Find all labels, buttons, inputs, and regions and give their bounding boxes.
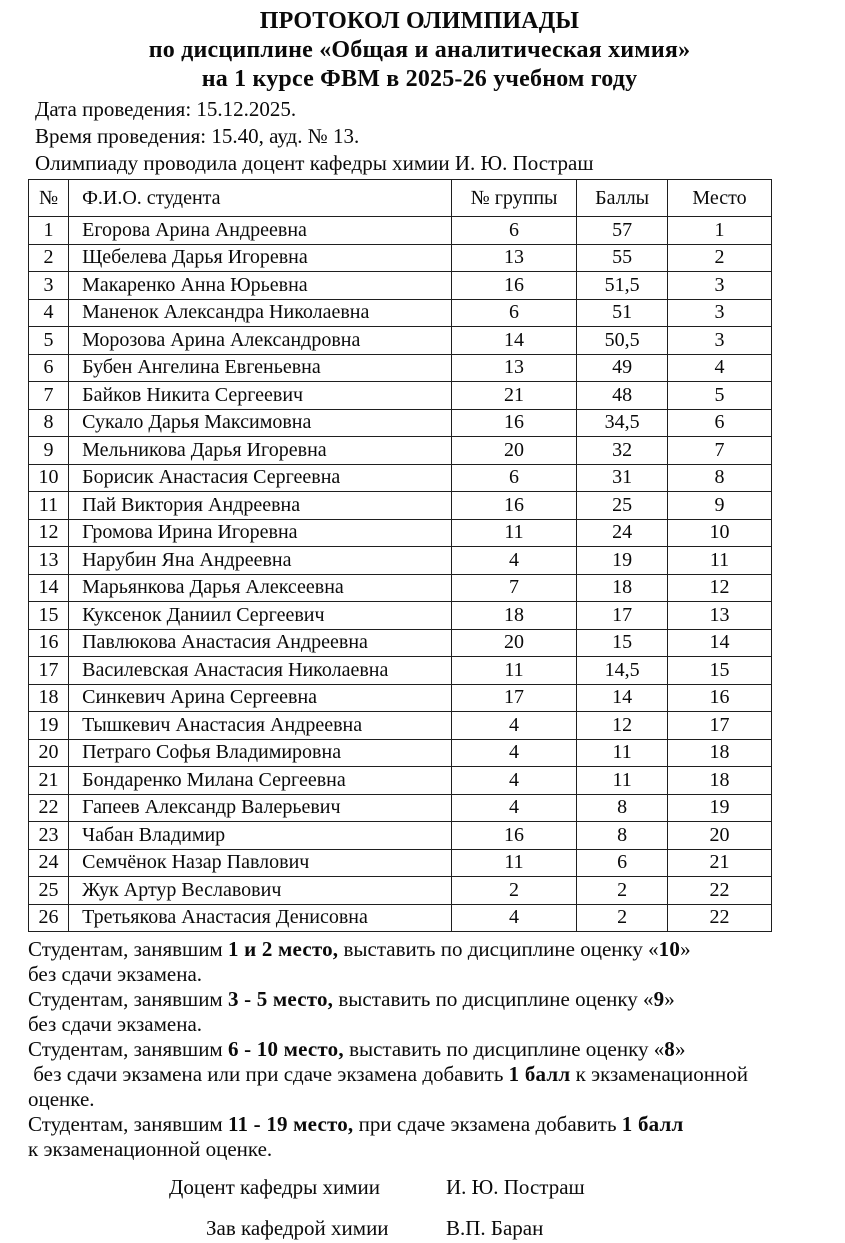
signature-block xyxy=(28,1175,811,1243)
cell-place: 20 xyxy=(667,822,771,850)
results-table xyxy=(28,179,772,932)
note-text: » xyxy=(680,937,691,961)
cell-group: 4 xyxy=(451,904,577,932)
cell-number: 26 xyxy=(29,904,69,932)
note-text-bold: 8 xyxy=(664,1037,675,1061)
cell-place: 21 xyxy=(667,849,771,877)
note-line-4 xyxy=(28,1012,811,1037)
cell-number: 23 xyxy=(29,822,69,850)
cell-place: 18 xyxy=(667,767,771,795)
cell-number: 8 xyxy=(29,409,69,437)
table-row xyxy=(29,877,772,905)
cell-number: 24 xyxy=(29,849,69,877)
note-line-3 xyxy=(28,987,811,1012)
title-line-3: на 1 курсе ФВМ в 2025-26 учебном году xyxy=(201,66,638,92)
signature-row-docent xyxy=(28,1175,811,1202)
cell-student-name: Бубен Ангелина Евгеньевна xyxy=(69,354,452,382)
cell-group: 13 xyxy=(451,244,577,272)
cell-student-name: Нарубин Яна Андреевна xyxy=(69,547,452,575)
table-row xyxy=(29,657,772,685)
cell-group: 7 xyxy=(451,574,577,602)
cell-score: 14 xyxy=(577,684,668,712)
cell-group: 16 xyxy=(451,272,577,300)
note-text: оценке. xyxy=(28,1087,95,1111)
cell-student-name: Третьякова Анастасия Денисовна xyxy=(69,904,452,932)
cell-number: 18 xyxy=(29,684,69,712)
cell-number: 3 xyxy=(29,272,69,300)
column-header-group: № группы xyxy=(451,180,577,217)
cell-score: 8 xyxy=(577,822,668,850)
note-text: выставить по дисциплине оценку « xyxy=(333,987,654,1011)
cell-score: 57 xyxy=(577,217,668,245)
cell-score: 51 xyxy=(577,299,668,327)
cell-place: 22 xyxy=(667,877,771,905)
cell-group: 4 xyxy=(451,794,577,822)
signature-role: Доцент кафедры химии xyxy=(169,1175,380,1199)
cell-student-name: Куксенок Даниил Сергеевич xyxy=(69,602,452,630)
cell-group: 20 xyxy=(451,437,577,465)
note-line-9 xyxy=(28,1137,811,1162)
cell-group: 18 xyxy=(451,602,577,630)
cell-place: 22 xyxy=(667,904,771,932)
cell-group: 6 xyxy=(451,299,577,327)
cell-place: 2 xyxy=(667,244,771,272)
cell-score: 32 xyxy=(577,437,668,465)
cell-number: 13 xyxy=(29,547,69,575)
cell-number: 1 xyxy=(29,217,69,245)
table-row xyxy=(29,849,772,877)
cell-place: 7 xyxy=(667,437,771,465)
cell-place: 13 xyxy=(667,602,771,630)
title-line-1: ПРОТОКОЛ ОЛИМПИАДЫ xyxy=(259,8,580,34)
cell-place: 6 xyxy=(667,409,771,437)
cell-place: 8 xyxy=(667,464,771,492)
cell-student-name: Чабан Владимир xyxy=(69,822,452,850)
cell-score: 55 xyxy=(577,244,668,272)
cell-score: 8 xyxy=(577,794,668,822)
cell-student-name: Бондаренко Милана Сергеевна xyxy=(69,767,452,795)
cell-score: 12 xyxy=(577,712,668,740)
note-text-bold: 1 балл xyxy=(621,1112,684,1136)
cell-number: 10 xyxy=(29,464,69,492)
cell-place: 5 xyxy=(667,382,771,410)
cell-student-name: Петраго Софья Владимировна xyxy=(69,739,452,767)
cell-student-name: Жук Артур Веславович xyxy=(69,877,452,905)
cell-number: 12 xyxy=(29,519,69,547)
cell-score: 17 xyxy=(577,602,668,630)
cell-number: 25 xyxy=(29,877,69,905)
cell-group: 4 xyxy=(451,739,577,767)
cell-number: 4 xyxy=(29,299,69,327)
table-row xyxy=(29,217,772,245)
cell-place: 19 xyxy=(667,794,771,822)
cell-group: 16 xyxy=(451,822,577,850)
cell-place: 10 xyxy=(667,519,771,547)
cell-student-name: Маненок Александра Николаевна xyxy=(69,299,452,327)
cell-group: 4 xyxy=(451,712,577,740)
column-header-score: Баллы xyxy=(577,180,668,217)
cell-score: 31 xyxy=(577,464,668,492)
table-row xyxy=(29,547,772,575)
title-line-2: по дисциплине «Общая и аналитическая химия» xyxy=(148,37,691,63)
cell-score: 2 xyxy=(577,904,668,932)
cell-group: 6 xyxy=(451,464,577,492)
title-block xyxy=(28,7,811,94)
column-header-place: Место xyxy=(667,180,771,217)
cell-place: 12 xyxy=(667,574,771,602)
cell-student-name: Синкевич Арина Сергеевна xyxy=(69,684,452,712)
cell-place: 15 xyxy=(667,657,771,685)
cell-student-name: Макаренко Анна Юрьевна xyxy=(69,272,452,300)
table-row xyxy=(29,272,772,300)
cell-group: 4 xyxy=(451,547,577,575)
table-row xyxy=(29,244,772,272)
note-text: без сдачи экзамена или при сдаче экзамена добавить xyxy=(28,1062,509,1086)
cell-place: 17 xyxy=(667,712,771,740)
note-text: Студентам, занявшим xyxy=(28,1112,228,1136)
cell-group: 13 xyxy=(451,354,577,382)
note-text: » xyxy=(664,987,675,1011)
note-text: без сдачи экзамена. xyxy=(28,962,203,986)
cell-number: 5 xyxy=(29,327,69,355)
cell-student-name: Павлюкова Анастасия Андреевна xyxy=(69,629,452,657)
grading-notes xyxy=(28,937,811,1162)
cell-place: 14 xyxy=(667,629,771,657)
signature-role: Зав кафедрой химии xyxy=(206,1216,389,1240)
cell-place: 18 xyxy=(667,739,771,767)
cell-number: 22 xyxy=(29,794,69,822)
table-row xyxy=(29,739,772,767)
cell-score: 50,5 xyxy=(577,327,668,355)
note-text: Студентам, занявшим xyxy=(28,1037,228,1061)
cell-student-name: Марьянкова Дарья Алексеевна xyxy=(69,574,452,602)
cell-number: 9 xyxy=(29,437,69,465)
table-row xyxy=(29,574,772,602)
info-block xyxy=(28,96,811,177)
cell-student-name: Мельникова Дарья Игоревна xyxy=(69,437,452,465)
cell-student-name: Громова Ирина Игоревна xyxy=(69,519,452,547)
cell-student-name: Егорова Арина Андреевна xyxy=(69,217,452,245)
cell-student-name: Байков Никита Сергеевич xyxy=(69,382,452,410)
table-row xyxy=(29,354,772,382)
cell-score: 14,5 xyxy=(577,657,668,685)
cell-place: 4 xyxy=(667,354,771,382)
note-text: выставить по дисциплине оценку « xyxy=(338,937,659,961)
signature-name: В.П. Баран xyxy=(446,1216,544,1240)
table-row xyxy=(29,822,772,850)
note-line-5 xyxy=(28,1037,811,1062)
info-line-1: Дата проведения: 15.12.2025. xyxy=(35,97,297,121)
cell-number: 19 xyxy=(29,712,69,740)
cell-group: 20 xyxy=(451,629,577,657)
note-line-7 xyxy=(28,1087,811,1112)
signature-name: И. Ю. Постраш xyxy=(446,1175,585,1199)
cell-place: 16 xyxy=(667,684,771,712)
cell-student-name: Семчёнок Назар Павлович xyxy=(69,849,452,877)
cell-student-name: Сукало Дарья Максимовна xyxy=(69,409,452,437)
column-header-number: № xyxy=(29,180,69,217)
table-row xyxy=(29,684,772,712)
cell-group: 21 xyxy=(451,382,577,410)
cell-group: 11 xyxy=(451,657,577,685)
note-text-bold: 6 - 10 место, xyxy=(227,1037,344,1061)
table-row xyxy=(29,629,772,657)
cell-score: 6 xyxy=(577,849,668,877)
signature-row-head xyxy=(28,1216,811,1243)
table-row xyxy=(29,519,772,547)
cell-group: 17 xyxy=(451,684,577,712)
cell-number: 7 xyxy=(29,382,69,410)
note-line-2 xyxy=(28,962,811,987)
info-line-2: Время проведения: 15.40, ауд. № 13. xyxy=(35,124,360,148)
cell-group: 14 xyxy=(451,327,577,355)
cell-place: 3 xyxy=(667,299,771,327)
note-text-bold: 3 - 5 место, xyxy=(227,987,334,1011)
cell-score: 18 xyxy=(577,574,668,602)
cell-score: 15 xyxy=(577,629,668,657)
cell-group: 4 xyxy=(451,767,577,795)
note-text-bold: 10 xyxy=(658,937,681,961)
note-text-bold: 1 и 2 место, xyxy=(227,937,339,961)
note-text: без сдачи экзамена. xyxy=(28,1012,203,1036)
cell-number: 21 xyxy=(29,767,69,795)
cell-score: 24 xyxy=(577,519,668,547)
cell-number: 6 xyxy=(29,354,69,382)
cell-score: 34,5 xyxy=(577,409,668,437)
cell-number: 15 xyxy=(29,602,69,630)
note-text: Студентам, занявшим xyxy=(28,937,228,961)
note-line-8 xyxy=(28,1112,811,1137)
cell-group: 11 xyxy=(451,849,577,877)
cell-score: 48 xyxy=(577,382,668,410)
cell-student-name: Борисик Анастасия Сергеевна xyxy=(69,464,452,492)
table-row xyxy=(29,904,772,932)
note-text: к экзаменационной xyxy=(570,1062,748,1086)
cell-group: 16 xyxy=(451,409,577,437)
table-row xyxy=(29,437,772,465)
cell-place: 1 xyxy=(667,217,771,245)
cell-score: 49 xyxy=(577,354,668,382)
table-row xyxy=(29,382,772,410)
cell-score: 2 xyxy=(577,877,668,905)
table-row xyxy=(29,794,772,822)
cell-group: 6 xyxy=(451,217,577,245)
cell-group: 16 xyxy=(451,492,577,520)
table-row xyxy=(29,767,772,795)
table-row xyxy=(29,409,772,437)
cell-place: 11 xyxy=(667,547,771,575)
info-line-3: Олимпиаду проводила доцент кафедры химии И. Ю. Постраш xyxy=(35,151,594,175)
note-text: » xyxy=(674,1037,686,1061)
note-text-bold: 9 xyxy=(653,987,665,1011)
cell-student-name: Щебелева Дарья Игоревна xyxy=(69,244,452,272)
table-row xyxy=(29,602,772,630)
table-row xyxy=(29,299,772,327)
cell-score: 51,5 xyxy=(577,272,668,300)
cell-score: 19 xyxy=(577,547,668,575)
cell-student-name: Тышкевич Анастасия Андреевна xyxy=(69,712,452,740)
cell-student-name: Василевская Анастасия Николаевна xyxy=(69,657,452,685)
cell-place: 3 xyxy=(667,327,771,355)
table-row xyxy=(29,712,772,740)
cell-number: 20 xyxy=(29,739,69,767)
cell-score: 25 xyxy=(577,492,668,520)
note-text: Студентам, занявшим xyxy=(28,987,228,1011)
column-header-name: Ф.И.О. студента xyxy=(69,180,452,217)
cell-number: 11 xyxy=(29,492,69,520)
cell-group: 11 xyxy=(451,519,577,547)
cell-student-name: Морозова Арина Александровна xyxy=(69,327,452,355)
note-text: при сдаче экзамена добавить xyxy=(353,1112,622,1136)
cell-place: 9 xyxy=(667,492,771,520)
cell-number: 17 xyxy=(29,657,69,685)
table-row xyxy=(29,464,772,492)
note-line-6 xyxy=(28,1062,811,1087)
note-line-1 xyxy=(28,937,811,962)
note-text: к экзаменационной оценке. xyxy=(28,1137,273,1161)
table-row xyxy=(29,492,772,520)
cell-number: 2 xyxy=(29,244,69,272)
table-row xyxy=(29,327,772,355)
cell-group: 2 xyxy=(451,877,577,905)
cell-student-name: Пай Виктория Андреевна xyxy=(69,492,452,520)
note-text-bold: 11 - 19 место, xyxy=(227,1112,354,1136)
cell-number: 16 xyxy=(29,629,69,657)
note-text-bold: 1 балл xyxy=(508,1062,571,1086)
note-text: выставить по дисциплине оценку « xyxy=(343,1037,665,1061)
cell-score: 11 xyxy=(577,767,668,795)
table-header-row xyxy=(29,180,772,217)
cell-score: 11 xyxy=(577,739,668,767)
cell-student-name: Гапеев Александр Валерьевич xyxy=(69,794,452,822)
cell-number: 14 xyxy=(29,574,69,602)
cell-place: 3 xyxy=(667,272,771,300)
